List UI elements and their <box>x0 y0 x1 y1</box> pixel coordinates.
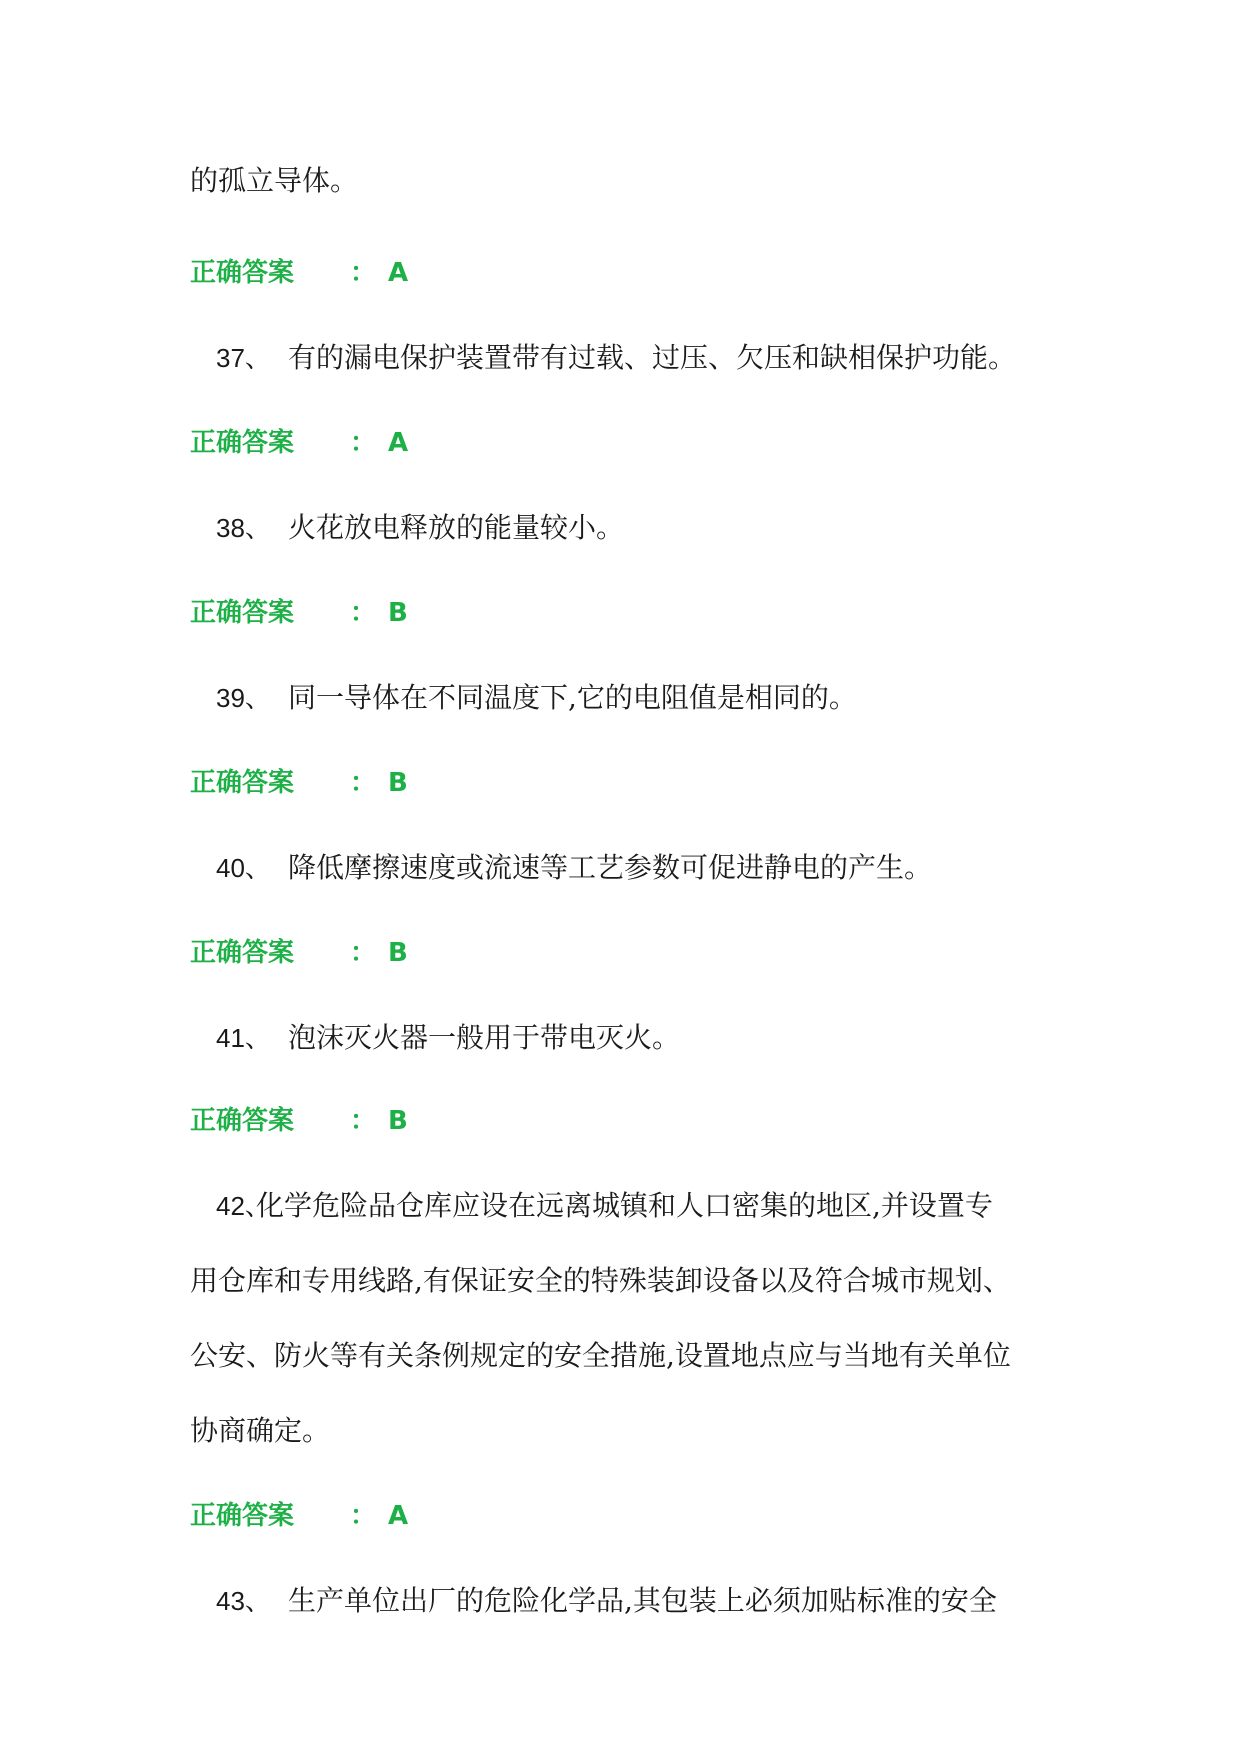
answer-colon: ： <box>350 768 377 798</box>
question-number: 39、 <box>216 683 271 713</box>
question-42-line-2: 用仓库和专用线路,有保证安全的特殊装卸设备以及符合城市规划、 <box>190 1264 1011 1297</box>
question-text: 泡沫灭火器一般用于带电灭火。 <box>288 1021 681 1054</box>
question-number: 42、 <box>216 1191 271 1221</box>
answer-colon: ： <box>350 938 377 968</box>
answer-colon: ： <box>350 258 377 288</box>
answer-colon: ： <box>350 1501 377 1531</box>
question-text: 降低摩擦速度或流速等工艺参数可促进静电的产生。 <box>288 851 933 884</box>
question-number: 37、 <box>216 343 271 373</box>
question-text: 化学危险品仓库应设在远离城镇和人口密集的地区,并设置专 <box>256 1189 993 1222</box>
question-38 <box>216 510 624 546</box>
answer-42 <box>190 1498 408 1534</box>
question-42-line-4: 协商确定。 <box>190 1414 331 1447</box>
continuation-text: 的孤立导体。 <box>190 164 359 197</box>
question-37 <box>216 340 1016 376</box>
question-number: 40、 <box>216 853 271 883</box>
answer-value: B <box>388 1106 408 1136</box>
answer-40 <box>190 935 408 971</box>
answer-label: 正确答案 <box>190 428 295 458</box>
question-39 <box>216 680 857 716</box>
question-number: 38、 <box>216 513 271 543</box>
answer-37 <box>190 425 408 461</box>
answer-label: 正确答案 <box>190 258 295 288</box>
answer-value: A <box>388 1501 409 1531</box>
answer-38 <box>190 595 408 631</box>
answer-value: B <box>388 938 408 968</box>
answer-label: 正确答案 <box>190 768 295 798</box>
question-number: 43、 <box>216 1586 271 1616</box>
answer-colon: ： <box>350 598 377 628</box>
answer-value: B <box>388 768 408 798</box>
answer-value: A <box>388 428 409 458</box>
answer-39 <box>190 765 408 801</box>
question-43 <box>216 1583 997 1619</box>
question-number: 41、 <box>216 1023 271 1053</box>
answer-label: 正确答案 <box>190 598 295 628</box>
question-42 <box>216 1188 993 1224</box>
question-text: 火花放电释放的能量较小。 <box>288 511 625 544</box>
answer-prev <box>190 255 408 291</box>
question-41 <box>216 1020 680 1056</box>
answer-value: B <box>388 598 408 628</box>
answer-label: 正确答案 <box>190 938 295 968</box>
answer-41 <box>190 1103 408 1139</box>
question-40 <box>216 850 932 886</box>
answer-colon: ： <box>350 1106 377 1136</box>
question-42-line-3: 公安、防火等有关条例规定的安全措施,设置地点应与当地有关单位 <box>190 1339 1011 1372</box>
question-text: 同一导体在不同温度下,它的电阻值是相同的。 <box>288 681 857 714</box>
answer-label: 正确答案 <box>190 1501 295 1531</box>
answer-colon: ： <box>350 428 377 458</box>
question-text: 有的漏电保护装置带有过载、过压、欠压和缺相保护功能。 <box>288 341 1017 374</box>
answer-label: 正确答案 <box>190 1106 295 1136</box>
question-text: 生产单位出厂的危险化学品,其包装上必须加贴标准的安全 <box>288 1584 997 1617</box>
answer-value: A <box>388 258 409 288</box>
